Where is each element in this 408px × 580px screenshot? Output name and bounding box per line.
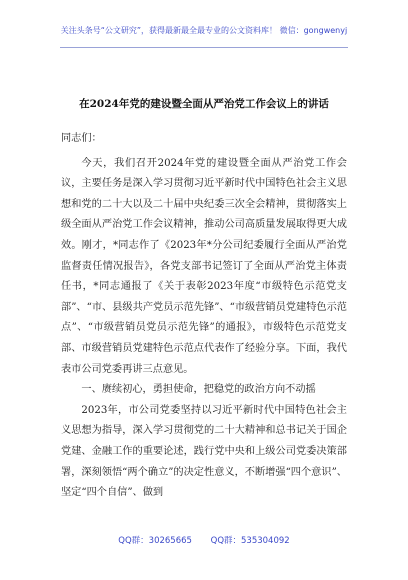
promo-footer	[0, 534, 408, 546]
document-body	[61, 121, 347, 504]
footer-qq-group-2: QQ群：535304092	[210, 536, 290, 546]
paragraph-section-1: 2023年，市公司党委坚持以习近平新时代中国特色社会主义思想为指导，深入学习贯彻党的二十大精神和总书记关于国企党建、金融工作的重要论述，践行党中央和上级公司党委决策部署，深刻领悟“两个确立”的决定性意义，不断增强“四个意识”、坚定“四个自信”、做到	[61, 404, 347, 499]
section-heading-1: 一、赓续初心，勇担使命，把稳党的政治方向不动摇	[81, 384, 316, 396]
document-title: 在2024年党的建设暨全面从严治党工作会议上的讲话	[79, 98, 329, 110]
salutation: 同志们：	[61, 133, 102, 144]
paragraph-intro: 今天，我们召开2024年党的建设暨全面从严治党工作会议，主要任务是深入学习贯彻习近平新时代中国特色社会主义思想和党的二十大以及二十届中央纪委三次全会精神，贯彻落实上级全面从严治党工作会议精神，推动公司高质量发展取得更大成效。刚才，*同志作了《2023年*分公司纪委履行全面从严治党监督责任情况报告》，各党支部书记签订了全面从严治党主体责任书，*同志通报了《关于表彰2023年度“市级特色示范党支部”、“市、县级共产党员示范先锋”、“市级营销员党建特色示范点”、“市级营销员党员示范先锋”的通报》，市级特色示范党支部、市级营销员党建特色示范点代表作了经验分享。下面，我代表市公司党委再讲三点意见。	[61, 157, 347, 375]
promo-header: 关注头条号“公文研究”，获得最新最全最专业的公文资料库！ 微信：gongwenyj	[60, 26, 348, 35]
header-divider	[60, 47, 348, 48]
footer-qq-group-1: QQ群：30265665	[118, 536, 192, 546]
